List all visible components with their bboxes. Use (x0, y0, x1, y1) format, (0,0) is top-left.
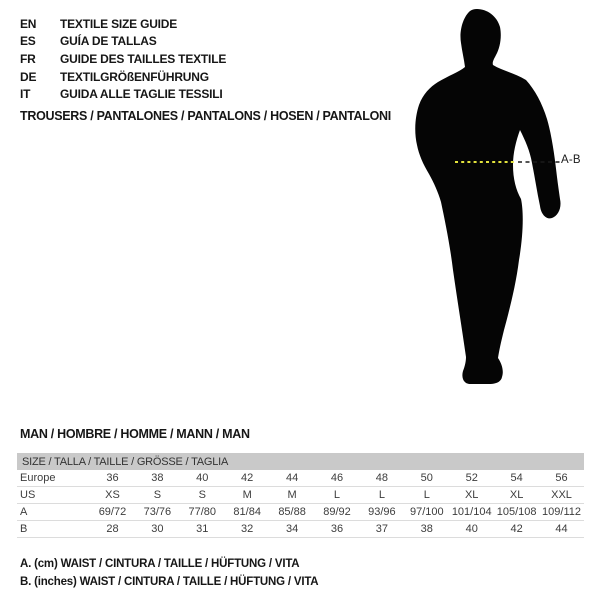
size-cell: M (270, 487, 315, 504)
size-cell: 38 (135, 470, 180, 487)
size-cell: L (359, 487, 404, 504)
language-code: FR (20, 51, 36, 66)
size-cell: 40 (449, 521, 494, 538)
size-cell: 31 (180, 521, 225, 538)
size-cell: 69/72 (90, 504, 135, 521)
size-cell: 30 (135, 521, 180, 538)
size-cell: 37 (359, 521, 404, 538)
size-cell: 109/112 (539, 504, 584, 521)
size-cell: 32 (225, 521, 270, 538)
size-cell: 97/100 (404, 504, 449, 521)
size-cell: 44 (539, 521, 584, 538)
size-cell: 42 (494, 521, 539, 538)
size-cell: XL (449, 487, 494, 504)
footnotes (20, 555, 318, 591)
size-cell: 105/108 (494, 504, 539, 521)
language-code: ES (20, 34, 36, 49)
footnote-a: A. (cm) WAIST / CINTURA / TAILLE / HÜFTUNG / VITA (20, 558, 300, 570)
size-cell: 93/96 (359, 504, 404, 521)
table-row (17, 470, 584, 487)
language-list (20, 15, 226, 103)
language-code: EN (20, 16, 37, 31)
language-label: GUÍA DE TALLAS (60, 34, 157, 49)
size-cell: 44 (270, 470, 315, 487)
language-item (20, 85, 226, 103)
size-cell: XL (494, 487, 539, 504)
table-row (17, 521, 584, 538)
language-item (20, 33, 226, 51)
size-table (17, 453, 584, 538)
row-label: A (17, 504, 90, 521)
row-label: US (17, 487, 90, 504)
size-cell: 89/92 (315, 504, 360, 521)
size-table-body (17, 470, 584, 538)
size-cell: 40 (180, 470, 225, 487)
category-title: TROUSERS / PANTALONES / PANTALONS / HOSEN / PANTALONI (20, 109, 391, 123)
size-cell: 38 (404, 521, 449, 538)
measure-label: A-B (561, 154, 581, 166)
size-cell: S (180, 487, 225, 504)
row-label: Europe (17, 470, 90, 487)
man-silhouette-path (415, 9, 560, 384)
size-cell: 73/76 (135, 504, 180, 521)
size-cell: 56 (539, 470, 584, 487)
row-label: B (17, 521, 90, 538)
size-cell: 48 (359, 470, 404, 487)
size-cell: 42 (225, 470, 270, 487)
language-item (20, 68, 226, 86)
size-cell: XS (90, 487, 135, 504)
size-table-header-row (17, 453, 584, 470)
size-cell: 52 (449, 470, 494, 487)
man-silhouette-icon (400, 0, 600, 420)
size-cell: 36 (90, 470, 135, 487)
size-table-header: SIZE / TALLA / TAILLE / GRÖSSE / TAGLIA (17, 453, 584, 470)
language-code: DE (20, 69, 37, 84)
figure-area (400, 0, 600, 420)
language-label: TEXTILE SIZE GUIDE (60, 16, 178, 31)
size-cell: L (315, 487, 360, 504)
language-item (20, 50, 226, 68)
size-cell: 54 (494, 470, 539, 487)
size-cell: 77/80 (180, 504, 225, 521)
size-cell: 36 (315, 521, 360, 538)
size-cell: 101/104 (449, 504, 494, 521)
footnote-b: B. (inches) WAIST / CINTURA / TAILLE / HÜFTUNG / VITA (20, 576, 319, 588)
size-cell: M (225, 487, 270, 504)
gender-title: MAN / HOMBRE / HOMME / MANN / MAN (20, 427, 250, 441)
table-row (17, 504, 584, 521)
size-cell: 28 (90, 521, 135, 538)
size-cell: 34 (270, 521, 315, 538)
language-label: TEXTILGRÖßENFÜHRUNG (60, 69, 209, 84)
size-cell: L (404, 487, 449, 504)
table-row (17, 487, 584, 504)
size-cell: S (135, 487, 180, 504)
size-cell: 46 (315, 470, 360, 487)
size-cell: 85/88 (270, 504, 315, 521)
size-cell: XXL (539, 487, 584, 504)
language-label: GUIDA ALLE TAGLIE TESSILI (60, 87, 223, 102)
size-cell: 50 (404, 470, 449, 487)
language-item (20, 15, 226, 33)
language-label: GUIDE DES TAILLES TEXTILE (60, 51, 227, 66)
language-code: IT (20, 87, 31, 102)
size-cell: 81/84 (225, 504, 270, 521)
